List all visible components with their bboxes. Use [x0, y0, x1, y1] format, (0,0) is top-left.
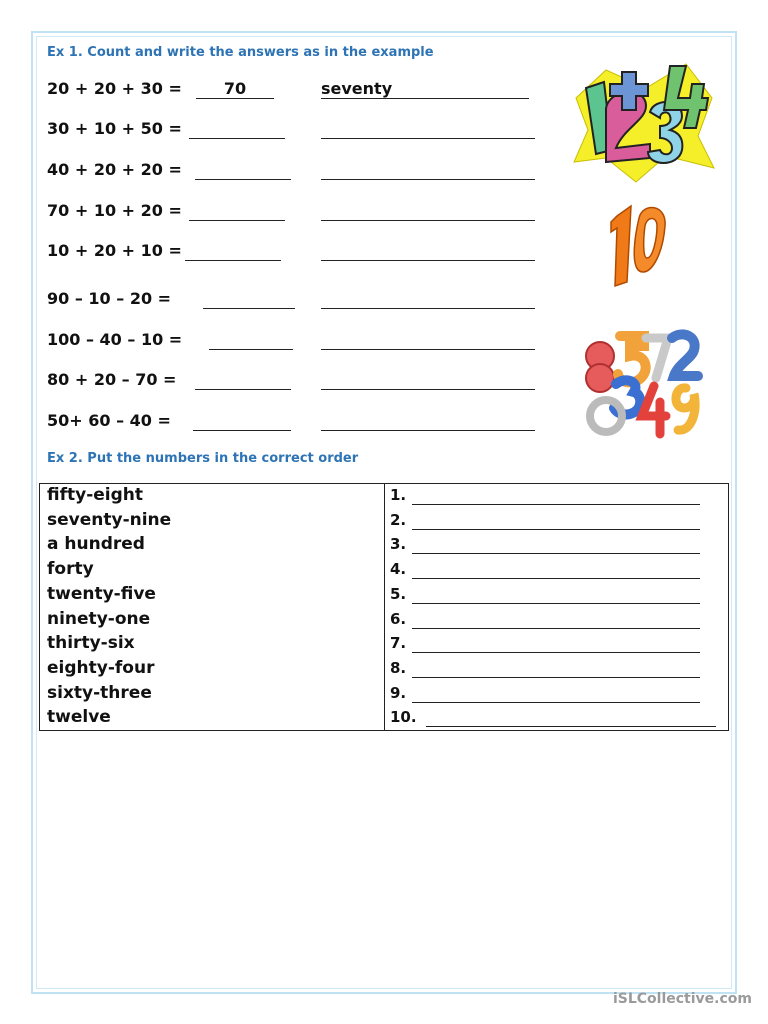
order-row [390, 659, 720, 679]
equation-row [47, 119, 547, 143]
order-row [390, 708, 720, 728]
order-answer-blank[interactable] [412, 587, 700, 604]
equation-text: 40 + 20 + 20 = [47, 160, 182, 179]
order-answer-blank[interactable] [412, 513, 700, 530]
number-word: a hundred [47, 534, 145, 555]
equation-row [47, 201, 547, 225]
ex1-title: Ex 1. Count and write the answers as in the example [47, 45, 434, 60]
ordering-table [39, 483, 729, 731]
number-word: seventy-nine [47, 509, 172, 530]
order-number: 2. [390, 510, 407, 529]
word-answer-text: seventy [321, 79, 393, 98]
equation-row [47, 411, 547, 435]
order-answer-blank[interactable] [412, 686, 700, 703]
word-answer-blank[interactable] [321, 241, 535, 261]
order-row [390, 684, 720, 704]
equation-text: 30 + 10 + 50 = [47, 119, 182, 138]
order-number: 8. [390, 658, 407, 677]
word-answer-blank[interactable] [321, 119, 535, 139]
table-divider [384, 484, 385, 730]
order-number: 9. [390, 683, 407, 702]
equation-text: 70 + 10 + 20 = [47, 201, 182, 220]
order-row [390, 560, 720, 580]
word-answer-blank[interactable] [321, 411, 535, 431]
number-answer-blank[interactable] [193, 411, 291, 431]
number-answer-blank[interactable] [203, 289, 295, 309]
order-row [390, 511, 720, 531]
equation-text: 50+ 60 – 40 = [47, 411, 171, 430]
equation-text: 80 + 20 – 70 = [47, 370, 177, 389]
word-answer-blank[interactable] [321, 289, 535, 309]
word-answer-blank[interactable] [321, 201, 535, 221]
order-answer-blank[interactable] [412, 537, 700, 554]
number-answer-blank[interactable] [189, 201, 285, 221]
equation-row [47, 330, 547, 354]
word-answer-blank[interactable] [321, 370, 535, 390]
order-number: 7. [390, 634, 407, 653]
order-answer-blank[interactable] [412, 636, 700, 653]
equation-text: 100 – 40 – 10 = [47, 330, 183, 349]
number-word: twenty-five [47, 583, 156, 604]
equation-text: 10 + 20 + 10 = [47, 241, 182, 260]
order-answer-blank[interactable] [412, 562, 700, 579]
number-word: eighty-four [47, 657, 155, 678]
order-answer-blank[interactable] [412, 661, 700, 678]
numbers-clipart-icon [566, 58, 718, 184]
order-number: 10. [390, 708, 417, 727]
order-number: 6. [390, 609, 407, 628]
number-word: forty [47, 559, 94, 580]
equation-text: 90 – 10 – 20 = [47, 289, 172, 308]
watermark: iSLCollective.com [612, 991, 752, 1007]
equation-row [47, 241, 547, 265]
number-answer-blank[interactable] [195, 160, 291, 180]
order-number: 3. [390, 535, 407, 554]
equation-row [47, 289, 547, 313]
number-word: ninety-one [47, 608, 151, 629]
order-row [390, 634, 720, 654]
number-answer-blank[interactable] [195, 370, 291, 390]
number-answer-blank[interactable] [185, 241, 281, 261]
order-answer-blank[interactable] [426, 710, 716, 727]
ten-3d-icon [609, 198, 673, 288]
equation-row [47, 160, 547, 184]
number-word: twelve [47, 707, 111, 728]
number-answer-blank[interactable]: 70 [196, 79, 274, 99]
number-answer-blank[interactable] [189, 119, 285, 139]
order-row [390, 610, 720, 630]
order-answer-blank[interactable] [412, 488, 700, 505]
ex2-title: Ex 2. Put the numbers in the correct order [47, 451, 359, 466]
order-number: 4. [390, 560, 407, 579]
order-row [390, 585, 720, 605]
equation-text: 20 + 20 + 30 = [47, 79, 182, 98]
equation-row [47, 370, 547, 394]
number-word: thirty-six [47, 633, 135, 654]
number-word: fifty-eight [47, 485, 144, 505]
order-row [390, 535, 720, 555]
order-number: 5. [390, 584, 407, 603]
word-answer-blank[interactable] [321, 79, 529, 99]
order-answer-blank[interactable] [412, 612, 700, 629]
order-row [390, 486, 720, 506]
word-answer-blank[interactable] [321, 160, 535, 180]
order-number: 1. [390, 486, 407, 504]
equation-row [47, 79, 547, 103]
number-word: sixty-three [47, 682, 152, 703]
number-answer-blank[interactable] [209, 330, 293, 350]
word-answer-blank[interactable] [321, 330, 535, 350]
balloon-numbers-icon [582, 324, 704, 442]
